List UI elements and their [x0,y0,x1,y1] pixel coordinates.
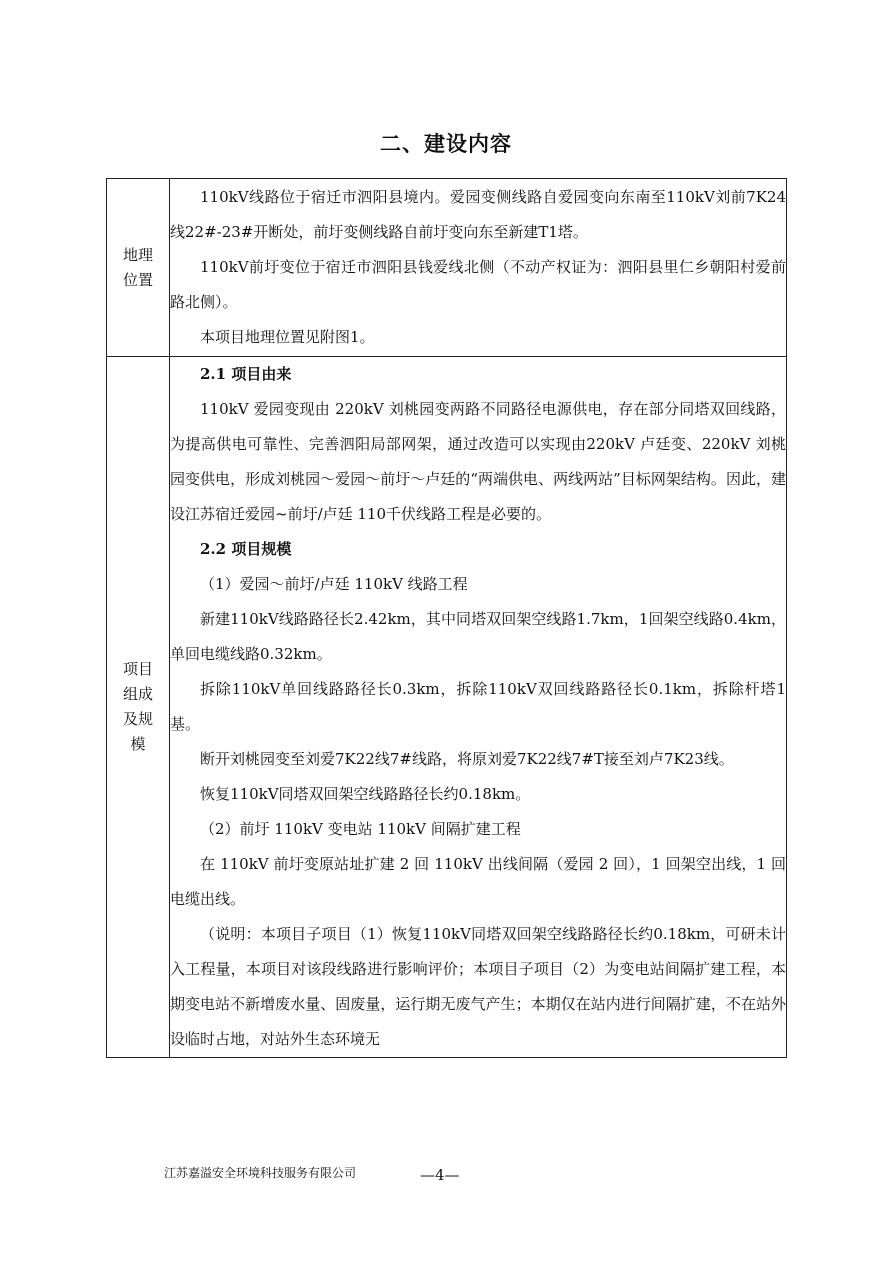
page-number: —4— [420,1166,460,1184]
content-table [106,178,787,1058]
composition-label-cell [107,357,170,1058]
subproject-1-paragraph-2: 拆除110kV单回线路路径长0.3km，拆除110kV双回线路路径长0.1km，拆除杆塔1基。 [170,680,786,733]
composition-label-line-2: 组成 [122,685,153,703]
subproject-2-paragraph-1: 在 110kV 前圩变原站址扩建 2 回 110kV 出线间隔（爱园 2 回），1 回架空出线，1 回电缆出线。 [170,855,786,908]
location-label-cell [107,179,170,357]
table-row-composition [107,357,787,1058]
location-content-cell [170,179,787,357]
note-paragraph: （说明：本项目子项目（1）恢复110kV同塔双回架空线路路径长约0.18km，可研未计入工程量，本项目对该段线路进行影响评价；本项目子项目（2）为变电站间隔扩建工程，本期变电站不新增废水量、固废量，运行期无废气产生；本期仅在站内进行间隔扩建，不在站外设临时占地，对站外生态环境无 [170,925,786,1048]
subproject-2-title: （2）前圩 110kV 变电站 110kV 间隔扩建工程 [200,820,521,838]
location-paragraph-2: 110kV前圩变位于宿迁市泗阳县钱爱线北侧（不动产权证为：泗阳县里仁乡朝阳村爱前路北侧）。 [170,258,786,311]
location-label-line-2: 位置 [122,270,153,289]
composition-label-line-4: 模 [130,735,146,753]
subproject-1-title: （1）爱园～前圩/卢廷 110kV 线路工程 [200,575,468,593]
composition-label-line-3: 及规 [122,710,153,728]
location-label-line-1: 地理 [122,245,153,264]
location-paragraph-3: 本项目地理位置见附图1。 [200,328,375,346]
section-heading-origin: 2.1 项目由来 [200,365,292,383]
composition-content-cell [170,357,787,1058]
subproject-1-paragraph-3: 断开刘桃园变至刘爱7K22线7#线路，将原刘爱7K22线7#T接至刘卢7K23线。 [200,750,734,768]
table-row-location [107,179,787,357]
origin-paragraph: 110kV 爱园变现由 220kV 刘桃园变两路不同路径电源供电，存在部分同塔双回线路，为提高供电可靠性、完善泗阳局部网架，通过改造可以实现由220kV 卢廷变、220kV 刘桃园变供电，形成刘桃园～爱园～前圩～卢廷的“两端供电、两线两站”目标网架结构。因此，建设江苏宿迁爱园~前圩/卢廷 110千伏线路工程是必要的。 [170,400,786,523]
section-heading-scale: 2.2 项目规模 [200,540,292,558]
subproject-1-paragraph-4: 恢复110kV同塔双回架空线路路径长约0.18km。 [200,785,531,803]
subproject-1-paragraph-1: 新建110kV线路路径长2.42km，其中同塔双回架空线路1.7km，1回架空线路0.4km，单回电缆线路0.32km。 [170,610,786,663]
composition-label-line-1: 项目 [122,660,153,678]
footer-company: 江苏嘉溢安全环境科技服务有限公司 [164,1166,357,1180]
page-title: 二、建设内容 [380,131,512,156]
location-paragraph-1: 110kV线路位于宿迁市泗阳县境内。爱园变侧线路自爱园变向东南至110kV刘前7K24线22#-23#开断处，前圩变侧线路自前圩变向东至新建T1塔。 [170,188,786,241]
